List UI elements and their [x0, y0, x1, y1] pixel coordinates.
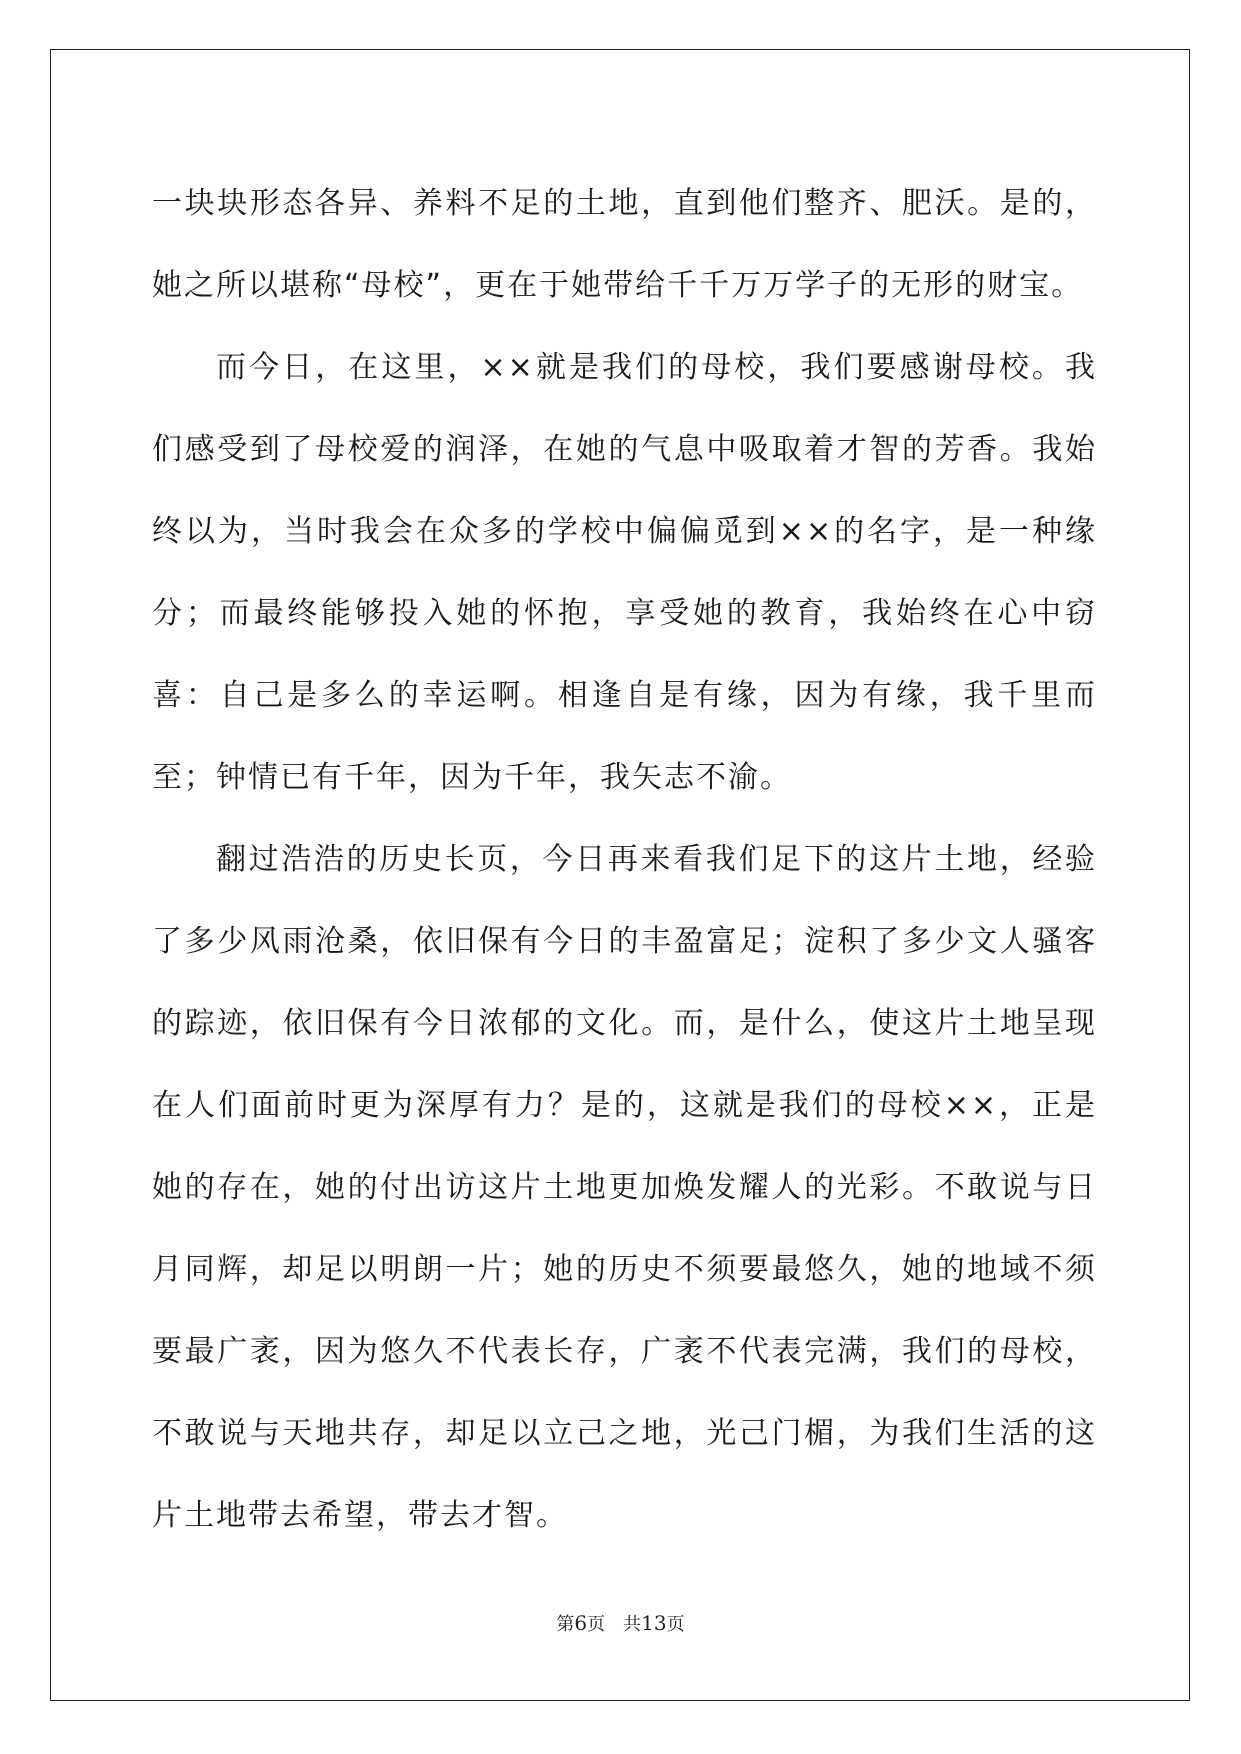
paragraph-3: 翻过浩浩的历史长页，今日再来看我们足下的这片土地，经验了多少风雨沧桑，依旧保有今日的丰盈富足；淀积了多少文人骚客的踪迹，依旧保有今日浓郁的文化。而，是什么，使这片土地呈现在人们面前时更为深厚有力？是的，这就是我们的母校××，正是她的存在，她的付出访这片土地更加焕发耀人的光彩。不敢说与日月同辉，却足以明朗一片；她的历史不须要最悠久，她的地域不须要最广袤，因为悠久不代表长存，广袤不代表完满，我们的母校，不敢说与天地共存，却足以立己之地，光己门楣，为我们生活的这片土地带去希望，带去才智。 — [152, 842, 1097, 1533]
paragraph-1: 一块块形态各异、养料不足的土地，直到他们整齐、肥沃。是的，她之所以堪称“母校”，更在于她带给千千万万学子的无形的财宝。 — [152, 186, 1097, 303]
total-prefix: 共 — [623, 1614, 642, 1635]
page-footer — [0, 1610, 1241, 1636]
document-body — [152, 163, 1097, 1557]
page-prefix: 第 — [556, 1614, 575, 1635]
page-number: 6 — [574, 1611, 588, 1635]
page-suffix: 页 — [587, 1614, 606, 1635]
total-suffix: 页 — [666, 1614, 685, 1635]
total-pages: 13 — [641, 1611, 667, 1635]
paragraph-2: 而今日，在这里，××就是我们的母校，我们要感谢母校。我们感受到了母校爱的润泽，在她的气息中吸取着才智的芳香。我始终以为，当时我会在众多的学校中偏偏觅到××的名字，是一种缘分；而最终能够投入她的怀抱，享受她的教育，我始终在心中窃喜：自己是多么的幸运啊。相逢自是有缘，因为有缘，我千里而至；钟情已有千年，因为千年，我矢志不渝。 — [152, 350, 1097, 795]
